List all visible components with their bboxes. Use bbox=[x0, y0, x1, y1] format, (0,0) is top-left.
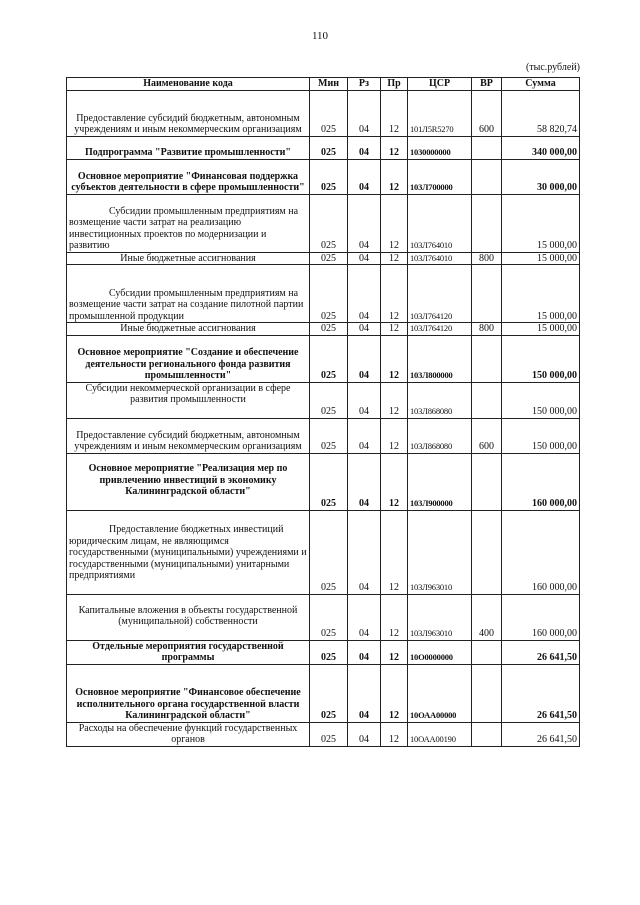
row-label: Предоставление субсидий бюджетным, автономным учреждениям и иным некоммерческим организациям bbox=[74, 112, 302, 135]
cell-pr: 12 bbox=[381, 382, 408, 418]
cell-pr: 12 bbox=[381, 136, 408, 159]
cell-sum: 26 641,50 bbox=[502, 664, 580, 722]
row-label: Основное мероприятие "Финансовая поддержка субъектов деятельности в сфере промышленности" bbox=[71, 170, 305, 193]
table-row bbox=[67, 335, 580, 382]
cell-vr: 400 bbox=[472, 594, 502, 640]
cell-vr: 800 bbox=[472, 252, 502, 265]
table-row bbox=[67, 418, 580, 453]
table-row bbox=[67, 664, 580, 722]
cell-vr bbox=[472, 382, 502, 418]
table-row bbox=[67, 594, 580, 640]
column-header-rz: Рз bbox=[348, 78, 381, 91]
cell-rz: 04 bbox=[348, 90, 381, 136]
cell-pr: 12 bbox=[381, 418, 408, 453]
cell-sum: 15 000,00 bbox=[502, 252, 580, 265]
cell-min: 025 bbox=[310, 664, 348, 722]
cell-pr: 12 bbox=[381, 252, 408, 265]
budget-table bbox=[66, 77, 580, 747]
cell-min: 025 bbox=[310, 594, 348, 640]
cell-csr: 10ОАА00000 bbox=[408, 664, 472, 722]
cell-csr: 103Л963010 bbox=[408, 594, 472, 640]
cell-csr: 103Л764010 bbox=[408, 194, 472, 252]
cell-pr: 12 bbox=[381, 323, 408, 336]
cell-pr: 12 bbox=[381, 510, 408, 594]
cell-name bbox=[67, 382, 310, 418]
row-label: Иные бюджетные ассигнования bbox=[120, 252, 256, 264]
row-label: Капитальные вложения в объекты государственной (муниципальной) собственности bbox=[78, 604, 298, 627]
cell-csr: 103Л700000 bbox=[408, 159, 472, 194]
cell-csr: 103Л800000 bbox=[408, 335, 472, 382]
cell-name bbox=[67, 265, 310, 323]
row-label: Иные бюджетные ассигнования bbox=[120, 323, 256, 334]
cell-name bbox=[67, 510, 310, 594]
cell-vr: 600 bbox=[472, 90, 502, 136]
table-row bbox=[67, 323, 580, 336]
cell-min: 025 bbox=[310, 453, 348, 510]
row-label: Подпрограмма "Развитие промышленности" bbox=[85, 147, 291, 158]
cell-name bbox=[67, 335, 310, 382]
cell-rz: 04 bbox=[348, 194, 381, 252]
cell-vr bbox=[472, 159, 502, 194]
cell-rz: 04 bbox=[348, 382, 381, 418]
cell-csr: 103Л963010 bbox=[408, 510, 472, 594]
cell-pr: 12 bbox=[381, 664, 408, 722]
table-row bbox=[67, 159, 580, 194]
cell-csr: 103Л764120 bbox=[408, 323, 472, 336]
cell-name bbox=[67, 323, 310, 336]
row-label: Субсидии промышленным предприятиям на возмещение части затрат на реализацию инвестиционных проектов по модернизации и развитию bbox=[69, 205, 299, 251]
unit-label: (тыс.рублей) bbox=[525, 62, 580, 73]
cell-vr bbox=[472, 136, 502, 159]
cell-name bbox=[67, 453, 310, 510]
cell-vr bbox=[472, 335, 502, 382]
cell-vr: 600 bbox=[472, 418, 502, 453]
cell-sum: 15 000,00 bbox=[502, 194, 580, 252]
cell-sum: 15 000,00 bbox=[502, 323, 580, 336]
cell-name bbox=[67, 722, 310, 746]
cell-rz: 04 bbox=[348, 159, 381, 194]
cell-name bbox=[67, 664, 310, 722]
cell-pr: 12 bbox=[381, 194, 408, 252]
row-label: Предоставление субсидий бюджетным, автономным учреждениям и иным некоммерческим организациям bbox=[74, 429, 302, 452]
cell-sum: 160 000,00 bbox=[502, 594, 580, 640]
cell-rz: 04 bbox=[348, 594, 381, 640]
cell-rz: 04 bbox=[348, 453, 381, 510]
cell-vr bbox=[472, 265, 502, 323]
cell-vr bbox=[472, 722, 502, 746]
cell-sum: 30 000,00 bbox=[502, 159, 580, 194]
table-row bbox=[67, 453, 580, 510]
cell-rz: 04 bbox=[348, 323, 381, 336]
cell-name bbox=[67, 252, 310, 265]
cell-name bbox=[67, 136, 310, 159]
cell-sum: 26 641,50 bbox=[502, 722, 580, 746]
cell-csr: 1030000000 bbox=[408, 136, 472, 159]
cell-csr: 103Л764120 bbox=[408, 265, 472, 323]
cell-name bbox=[67, 194, 310, 252]
cell-min: 025 bbox=[310, 90, 348, 136]
cell-pr: 12 bbox=[381, 594, 408, 640]
cell-csr: 103Л900000 bbox=[408, 453, 472, 510]
table-header-row bbox=[67, 78, 580, 91]
column-header-sum: Сумма bbox=[502, 78, 580, 91]
cell-pr: 12 bbox=[381, 453, 408, 510]
column-header-vr: ВР bbox=[472, 78, 502, 91]
cell-rz: 04 bbox=[348, 722, 381, 746]
cell-sum: 26 641,50 bbox=[502, 640, 580, 664]
cell-rz: 04 bbox=[348, 664, 381, 722]
cell-sum: 340 000,00 bbox=[502, 136, 580, 159]
cell-csr: 103Л868080 bbox=[408, 382, 472, 418]
row-label: Расходы на обеспечение функций государственных органов bbox=[78, 722, 298, 745]
table-row bbox=[67, 510, 580, 594]
cell-min: 025 bbox=[310, 252, 348, 265]
cell-min: 025 bbox=[310, 382, 348, 418]
cell-pr: 12 bbox=[381, 640, 408, 664]
cell-name bbox=[67, 594, 310, 640]
row-label: Предоставление бюджетных инвестиций юридическим лицам, не являющимся государственными (муниципальными) учреждениями и государственными (муниципальными) унитарными предприятиями bbox=[69, 524, 307, 581]
cell-rz: 04 bbox=[348, 136, 381, 159]
cell-name bbox=[67, 90, 310, 136]
table-row bbox=[67, 265, 580, 323]
cell-min: 025 bbox=[310, 640, 348, 664]
cell-csr: 103Л868080 bbox=[408, 418, 472, 453]
cell-pr: 12 bbox=[381, 335, 408, 382]
column-header-csr: ЦСР bbox=[408, 78, 472, 91]
cell-csr: 101Л5R5270 bbox=[408, 90, 472, 136]
cell-min: 025 bbox=[310, 159, 348, 194]
table-row bbox=[67, 640, 580, 664]
cell-rz: 04 bbox=[348, 265, 381, 323]
cell-rz: 04 bbox=[348, 510, 381, 594]
cell-name bbox=[67, 418, 310, 453]
cell-pr: 12 bbox=[381, 90, 408, 136]
cell-rz: 04 bbox=[348, 640, 381, 664]
cell-csr: 10О0000000 bbox=[408, 640, 472, 664]
cell-min: 025 bbox=[310, 265, 348, 323]
cell-rz: 04 bbox=[348, 335, 381, 382]
page-number: 110 bbox=[311, 30, 329, 42]
cell-sum: 160 000,00 bbox=[502, 510, 580, 594]
row-label: Субсидии некоммерческой организации в сфере развития промышленности bbox=[85, 382, 291, 405]
row-label: Основное мероприятие "Создание и обеспечение деятельности регионального фонда развития промышленности" bbox=[77, 347, 299, 381]
cell-sum: 150 000,00 bbox=[502, 418, 580, 453]
cell-rz: 04 bbox=[348, 252, 381, 265]
cell-sum: 15 000,00 bbox=[502, 265, 580, 323]
cell-min: 025 bbox=[310, 323, 348, 336]
cell-min: 025 bbox=[310, 335, 348, 382]
cell-rz: 04 bbox=[348, 418, 381, 453]
cell-csr: 10ОАА00190 bbox=[408, 722, 472, 746]
column-header-pr: Пр bbox=[381, 78, 408, 91]
table-row bbox=[67, 722, 580, 746]
column-header-min: Мин bbox=[310, 78, 348, 91]
row-label: Отдельные мероприятия государственной программы bbox=[92, 640, 284, 663]
cell-pr: 12 bbox=[381, 265, 408, 323]
cell-min: 025 bbox=[310, 194, 348, 252]
table-row bbox=[67, 252, 580, 265]
cell-pr: 12 bbox=[381, 159, 408, 194]
column-header-name: Наименование кода bbox=[67, 78, 310, 91]
table-row bbox=[67, 136, 580, 159]
cell-min: 025 bbox=[310, 136, 348, 159]
cell-sum: 160 000,00 bbox=[502, 453, 580, 510]
cell-vr bbox=[472, 510, 502, 594]
cell-csr: 103Л764010 bbox=[408, 252, 472, 265]
cell-sum: 58 820,74 bbox=[502, 90, 580, 136]
table-row bbox=[67, 194, 580, 252]
cell-name bbox=[67, 159, 310, 194]
cell-vr bbox=[472, 194, 502, 252]
cell-vr: 800 bbox=[472, 323, 502, 336]
cell-vr bbox=[472, 453, 502, 510]
cell-min: 025 bbox=[310, 510, 348, 594]
cell-sum: 150 000,00 bbox=[502, 335, 580, 382]
cell-sum: 150 000,00 bbox=[502, 382, 580, 418]
table-row bbox=[67, 382, 580, 418]
row-label: Основное мероприятие "Реализация мер по привлечению инвестиций в экономику Калининградской области" bbox=[88, 463, 288, 497]
cell-vr bbox=[472, 640, 502, 664]
cell-pr: 12 bbox=[381, 722, 408, 746]
cell-min: 025 bbox=[310, 722, 348, 746]
row-label: Субсидии промышленным предприятиям на возмещение части затрат на создание пилотной партии промышленной продукции bbox=[69, 287, 304, 322]
cell-min: 025 bbox=[310, 418, 348, 453]
row-label: Основное мероприятие "Финансовое обеспечение исполнительного органа государственной власти Калининградской области" bbox=[75, 687, 301, 721]
cell-vr bbox=[472, 664, 502, 722]
cell-name bbox=[67, 640, 310, 664]
table-row bbox=[67, 90, 580, 136]
